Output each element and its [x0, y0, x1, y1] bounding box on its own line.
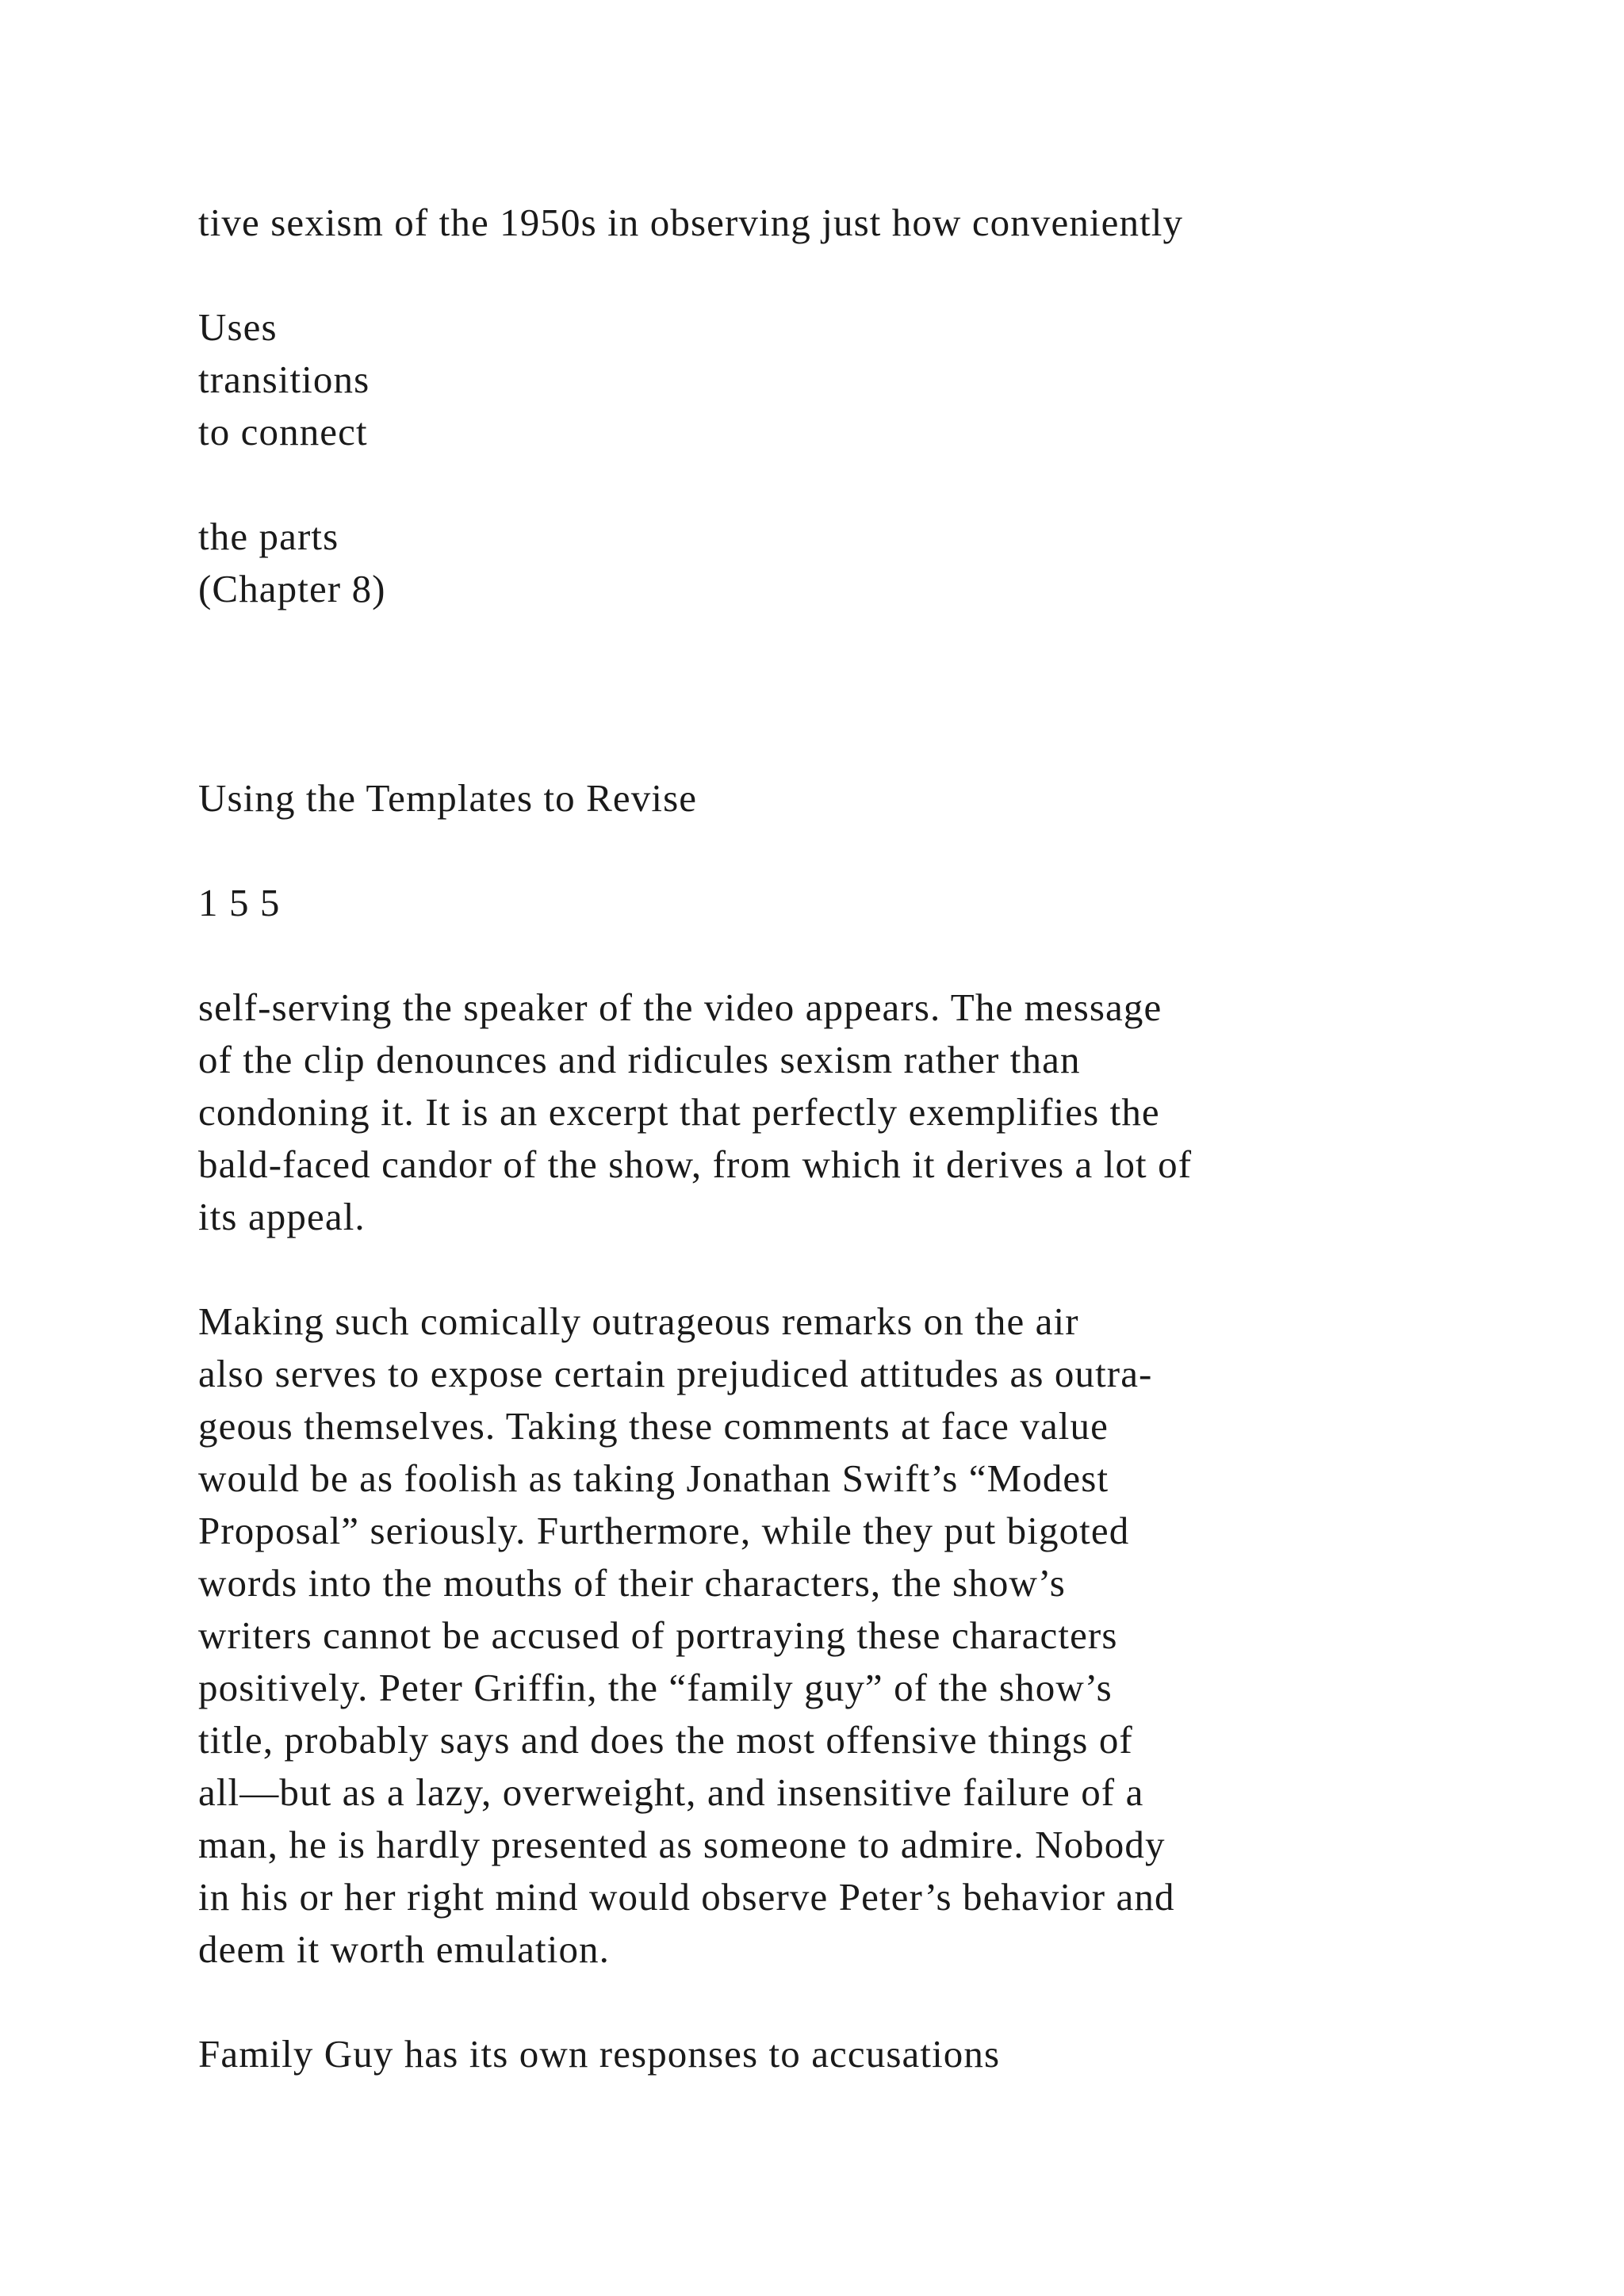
text-line: man, he is hardly presented as someone to admire. Nobody [198, 1823, 1166, 1866]
text-line: writers cannot be accused of portraying these characters [198, 1613, 1118, 1657]
text-line: Making such comically outrageous remarks on the air [198, 1299, 1079, 1343]
text-line: Family Guy has its own responses to accusations [198, 2032, 1001, 2076]
text-line: Proposal” seriously. Furthermore, while they put bigoted [198, 1509, 1130, 1552]
text-line: its appeal. [198, 1195, 366, 1238]
text-line: of the clip denounces and ridicules sexism rather than [198, 1038, 1081, 1081]
text-line: in his or her right mind would observe Peter’s behavior and [198, 1875, 1175, 1919]
text-line: tive sexism of the 1950s in observing just how conveniently [198, 201, 1184, 244]
margin-note-line: Uses [198, 305, 278, 349]
running-header: Using the Templates to Revise [198, 776, 698, 820]
text-line: title, probably says and does the most offensive things of [198, 1718, 1133, 1762]
page-number: 1 5 5 [198, 881, 281, 924]
text-line: bald-faced candor of the show, from which it derives a lot of [198, 1142, 1193, 1186]
text-line: all—but as a lazy, overweight, and insensitive failure of a [198, 1770, 1144, 1814]
text-line: condoning it. It is an excerpt that perfectly exemplifies the [198, 1090, 1160, 1134]
text-line: also serves to expose certain prejudiced attitudes as outra- [198, 1352, 1153, 1395]
text-line: words into the mouths of their characters, the show’s [198, 1561, 1066, 1605]
text-line: deem it worth emulation. [198, 1927, 611, 1971]
margin-note-line: the parts [198, 515, 339, 558]
margin-note-line: to connect [198, 410, 368, 453]
margin-note-line: (Chapter 8) [198, 567, 386, 610]
text-line: self-serving the speaker of the video appears. The message [198, 985, 1162, 1029]
margin-note-line: transitions [198, 358, 370, 401]
text-line: positively. Peter Griffin, the “family guy” of the show’s [198, 1666, 1113, 1709]
text-line: geous themselves. Taking these comments at face value [198, 1404, 1109, 1448]
text-line: would be as foolish as taking Jonathan Swift’s “Modest [198, 1456, 1109, 1500]
